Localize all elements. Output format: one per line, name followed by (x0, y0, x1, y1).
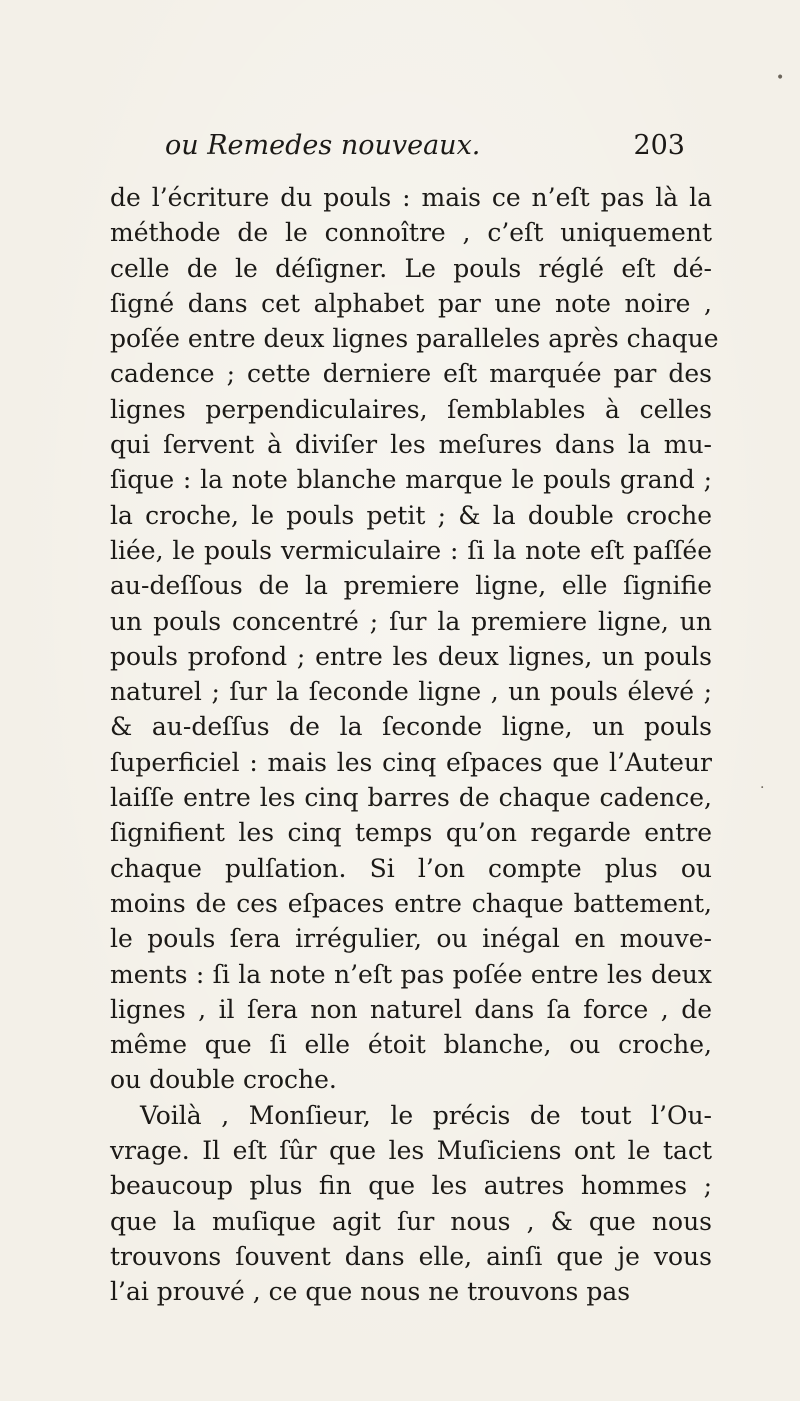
running-title: ou Remedes nouveaux. (165, 130, 481, 161)
text-line: poſée entre deux lignes paralleles après chaque (110, 324, 719, 354)
text-line: ou double croche. (110, 1065, 337, 1095)
text-line: un pouls concentré ; ſur la premiere ligne, un (110, 606, 712, 636)
text-line: vrage. Il eſt ſûr que les Muſiciens ont le tact (110, 1136, 712, 1166)
text-line: ſique : la note blanche marque le pouls grand ; (110, 465, 712, 495)
text-line: le pouls ſera irrégulier, ou inégal en mouve- (110, 924, 712, 954)
text-line: & au-deſſus de la ſeconde ligne, un pouls (110, 712, 712, 742)
text-line: au-deſſous de la premiere ligne, elle ſignifie (110, 571, 712, 601)
text-line: qui ſervent à diviſer les meſures dans la mu- (110, 430, 712, 460)
text-line: même que ſi elle étoit blanche, ou croche, (110, 1030, 712, 1060)
text-line: chaque pulſation. Si l’on compte plus ou (110, 853, 712, 883)
text-line: l’ai prouvé , ce que nous ne trouvons pas (110, 1277, 631, 1307)
text-line: celle de le déſigner. Le pouls réglé eſt dé- (110, 253, 712, 283)
text-line: méthode de le connoître , c’eſt uniquement (110, 218, 712, 248)
text-line: ſigné dans cet alphabet par une note noire , (110, 288, 712, 318)
text-line: de l’écriture du pouls : mais ce n’eſt pas là la (110, 183, 712, 212)
text-line: la croche, le pouls petit ; & la double croche (110, 500, 712, 530)
text-line: liée, le pouls vermiculaire : ſi la note eſt paſſée (110, 535, 712, 565)
text-line: beaucoup plus fin que les autres hommes ; (110, 1171, 712, 1201)
text-line: trouvons ſouvent dans elle, ainſi que je vous (110, 1241, 712, 1271)
text-line: moins de ces eſpaces entre chaque battement, (110, 888, 712, 918)
text-line: lignes perpendiculaires, ſemblables à celles (110, 394, 712, 424)
text-line: Voilà , Monſieur, le précis de tout l’Ou- (140, 1100, 712, 1130)
text-line: pouls profond ; entre les deux lignes, un pouls (110, 641, 712, 671)
text-line: que la muſique agit ſur nous , & que nous (110, 1206, 712, 1236)
page-number: 203 (633, 130, 685, 161)
paper-speck: • (776, 70, 785, 86)
text-line: cadence ; cette derniere eſt marquée par des (110, 359, 712, 389)
text-line: naturel ; ſur la ſeconde ligne , un pouls élevé ; (110, 677, 712, 707)
text-line: lignes , il ſera non naturel dans ſa force , de (110, 994, 712, 1024)
text-line: laiſſe entre les cinq barres de chaque cadence, (110, 783, 712, 813)
text-line: ſignifient les cinq temps qu’on regarde entre (110, 818, 712, 848)
text-line: ments : ſi la note n’eſt pas poſée entre les deux (110, 959, 712, 989)
paper-speck: · (760, 780, 765, 796)
body-text (110, 180, 719, 1310)
text-line: ſuperficiel : mais les cinq eſpaces que l’Auteur (110, 747, 712, 777)
running-head (165, 130, 685, 170)
